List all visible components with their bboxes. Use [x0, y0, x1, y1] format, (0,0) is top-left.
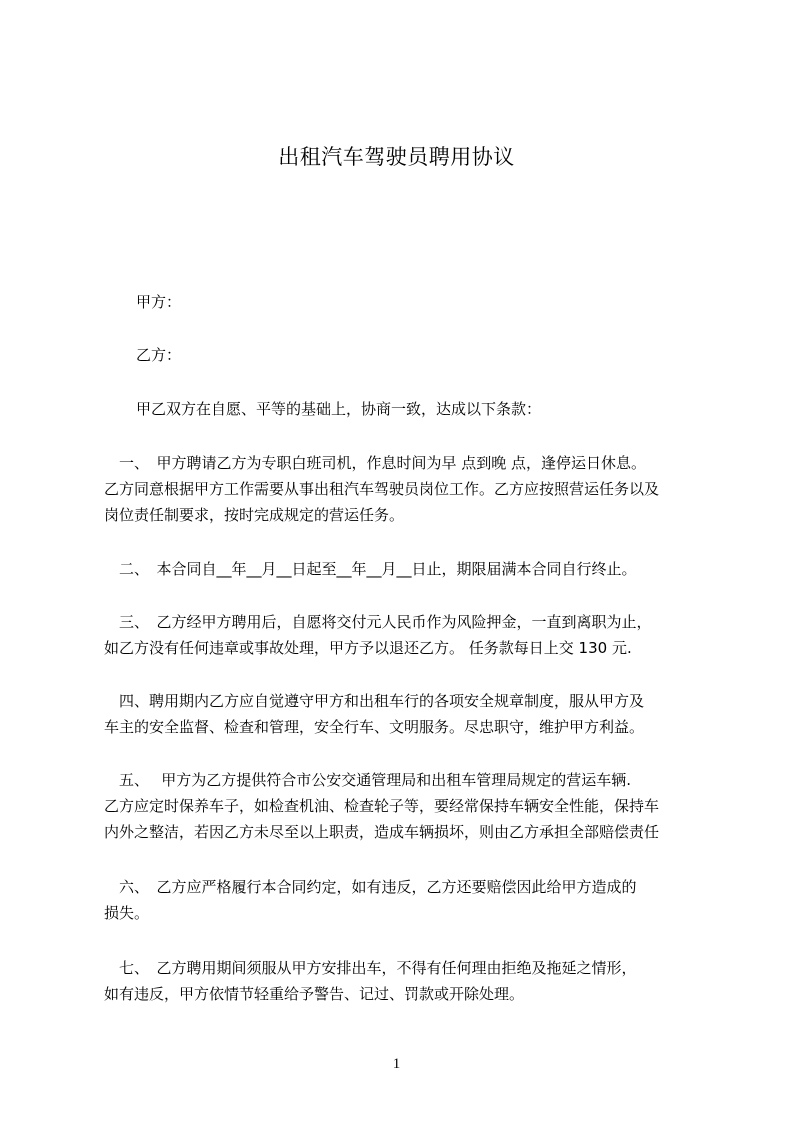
page-title: 出租汽车驾驶员聘用协议 — [278, 145, 515, 169]
clause-3 — [104, 609, 716, 661]
party-b-text: 乙方： — [136, 346, 182, 364]
clause-line: 一、 甲方聘请乙方为专职白班司机，作息时间为早 点到晚 点，逢停运日休息。 — [104, 454, 647, 472]
party-b-label — [104, 342, 716, 368]
clause-line: 五、 甲方为乙方提供符合市公安交通管理局和出租车管理局规定的营运车辆. — [104, 771, 632, 789]
clause-4 — [104, 688, 716, 740]
clause-line: 乙方同意根据甲方工作需要从事出租汽车驾驶员岗位工作。乙方应按照营运任务以及 — [104, 480, 660, 498]
clause-line: 三、 乙方经甲方聘用后，自愿将交付元人民币作为风险押金，一直到离职为止， — [104, 613, 652, 631]
clause-line: 车主的安全监督、检查和管理，安全行车、文明服务。尽忠职守，维护甲方利益。 — [104, 718, 645, 736]
intro-paragraph — [104, 396, 716, 422]
clause-line: 损失。 — [104, 904, 150, 922]
clause-6 — [104, 874, 716, 926]
clause-line: 二、 本合同自__年__月__日起至__年__月__日止，期限届满本合同自行终止。 — [104, 560, 637, 578]
clause-line: 岗位责任制要求，按时完成规定的营运任务。 — [104, 506, 405, 524]
clause-line: 如乙方没有任何违章或事故处理，甲方予以退还乙方。 任务款每日上交 130 元. — [104, 639, 632, 657]
clause-7 — [104, 955, 716, 1007]
clause-5 — [104, 767, 716, 845]
party-a-label — [104, 289, 716, 315]
party-a-text: 甲方： — [136, 293, 182, 311]
clause-line: 四、聘用期内乙方应自觉遵守甲方和出租车行的各项安全规章制度，服从甲方及 — [104, 692, 645, 710]
clause-1 — [104, 450, 716, 528]
clause-line: 如有违反，甲方依情节轻重给予警告、记过、罚款或开除处理。 — [104, 985, 525, 1003]
clause-line: 七、 乙方聘用期间须服从甲方安排出车，不得有任何理由拒绝及拖延之情形， — [104, 959, 637, 977]
clause-2 — [104, 556, 716, 582]
clause-line: 内外之整洁，若因乙方未尽至以上职责，造成车辆损坏，则由乙方承担全部赔偿责任 — [104, 823, 660, 841]
page-number: 1 — [392, 1056, 401, 1072]
intro-text: 甲乙双方在自愿、平等的基础上，协商一致，达成以下条款： — [136, 400, 542, 418]
clause-line: 六、 乙方应严格履行本合同约定，如有违反，乙方还要赔偿因此给甲方造成的 — [104, 878, 637, 896]
clause-line: 乙方应定时保养车子，如检查机油、检查轮子等，要经常保持车辆安全性能，保持车 — [104, 797, 660, 815]
